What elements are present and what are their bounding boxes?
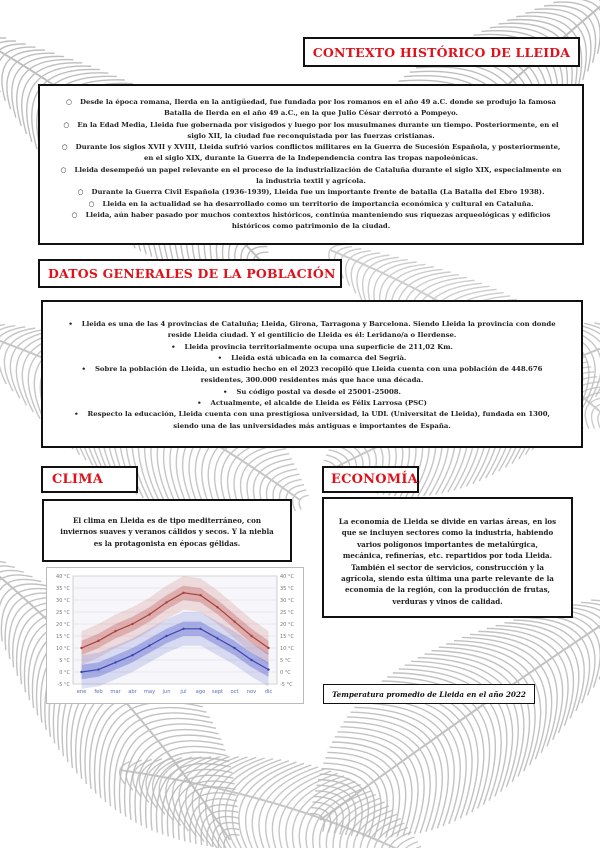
y-tick-label-right: 10 °C — [280, 646, 294, 652]
economy-heading: ECONOMÍA — [331, 472, 418, 487]
historical-context-heading: CONTEXTO HISTÓRICO DE LLEIDA — [312, 44, 571, 60]
climate-box — [42, 499, 292, 562]
y-tick-label: 10 °C — [56, 646, 70, 652]
min-temp-line-point — [165, 635, 167, 637]
list-item: • Actualmente, el alcalde de Lleida es Félix Larrosa (PSC) — [61, 398, 563, 409]
list-item: • Lleida provincia territorialmente ocupa una superficie de 211,02 Km. — [61, 342, 563, 353]
min-temp-line-point — [131, 654, 133, 656]
max-temp-line-point — [233, 620, 235, 622]
x-tick-label: may — [143, 689, 156, 695]
list-item: • Respecto la educación, Lleida cuenta con una prestigiosa universidad, la UDL (Universitat de Lleida), fundada en 1300, siendo una de las universidades más antiguas e importantes de España. — [61, 409, 563, 432]
list-item: • Su código postal va desde el 25001-25008. — [61, 387, 563, 398]
y-tick-label: 30 °C — [56, 598, 70, 604]
min-temp-line-point — [233, 647, 235, 649]
y-tick-label-right: 0 °C — [280, 670, 291, 676]
y-tick-label-right: 5 °C — [280, 658, 291, 664]
chart-caption — [323, 684, 535, 704]
list-item: ○ Desde la época romana, Ilerda en la antigüedad, fue fundada por los romanos en el año 49 a.C. donde se produjo la famosa Batalla de Ilerda en el año 49 a.C., en la que Julio César derrotó a Pompeyo. — [60, 97, 562, 120]
historical-context-box — [38, 84, 584, 245]
min-temp-line-point — [199, 628, 201, 630]
x-tick-label: oct — [230, 689, 239, 695]
population-title — [38, 259, 342, 288]
min-temp-line-point — [267, 668, 269, 670]
climate-heading: CLIMA — [52, 472, 104, 487]
max-temp-line-point — [267, 647, 269, 649]
climate-title — [41, 466, 138, 493]
list-item: • Sobre la población de Lleida, un estudio hecho en el 2023 recopiló que Lleida cuenta con una población de 448.676 residentes, 300.000 residentes más que hace una década. — [61, 364, 563, 387]
y-tick-label: 35 °C — [56, 586, 70, 592]
x-tick-label: sept — [211, 689, 224, 695]
x-tick-label: nov — [246, 689, 257, 695]
population-heading: DATOS GENERALES DE LA POBLACIÓN — [48, 266, 336, 281]
y-tick-label-right: 30 °C — [280, 598, 294, 604]
list-item: ○ Lleida en la actualidad se ha desarrollado como un territorio de importancia económica y cultural en Cataluña. — [60, 199, 562, 210]
max-temp-line-point — [165, 601, 167, 603]
min-temp-line-point — [182, 628, 184, 630]
min-temp-line-point — [97, 668, 99, 670]
y-tick-label: 40 °C — [56, 574, 70, 580]
y-tick-label: 25 °C — [56, 610, 70, 616]
min-temp-line-point — [216, 637, 218, 639]
y-tick-label: 20 °C — [56, 622, 70, 628]
x-tick-label: ago — [195, 689, 206, 695]
list-item: ○ En la Edad Media, Lleida fue gobernada por visigodos y luego por los musulmanes durante un tiempo. Posteriormente, en el siglo XII, la ciudad fue reconquistada por las fuerzas cristianas. — [60, 120, 562, 143]
max-temp-line-point — [131, 623, 133, 625]
y-tick-label: 0 °C — [59, 670, 70, 676]
max-temp-line-point — [199, 594, 201, 596]
max-temp-line-point — [216, 606, 218, 608]
y-tick-label-right: -5 °C — [280, 682, 293, 688]
max-temp-line-point — [114, 630, 116, 632]
list-item: ○ Lleida, aún haber pasado por muchos contextos históricos, continúa manteniendo sus riquezas arqueológicas y edificios históricos como patrimonio de la ciudad. — [60, 210, 562, 233]
x-tick-label: abr — [128, 689, 137, 695]
x-tick-label: ene — [76, 689, 87, 695]
max-temp-line-point — [80, 647, 82, 649]
list-item: • Lleida está ubicada en la comarca del Segrià. — [61, 353, 563, 364]
historical-list — [60, 97, 562, 233]
y-tick-label: 15 °C — [56, 634, 70, 640]
population-box — [41, 300, 583, 448]
population-list — [61, 319, 563, 432]
list-item: • Lleida es una de las 4 provincias de Cataluña; Lleida, Girona, Tarragona y Barcelona. Siendo Lleida la provincia con donde reside Lleida ciudad. Y el gentilicio de Lleida es él: Leridano/a o Ilerdense. — [61, 319, 563, 342]
x-tick-label: mar — [110, 689, 121, 695]
list-item: ○ Durante los siglos XVII y XVIII, Lleida sufrió varios conflictos militares en la Guerra de Sucesión Española, y posteriormente, en el siglo XIX, durante la Guerra de la Independencia contra las tropas napoleónicas. — [60, 142, 562, 165]
x-tick-label: dic — [264, 689, 273, 695]
min-temp-line-point — [148, 644, 150, 646]
list-item: ○ Lleida desempeñó un papel relevante en el proceso de la industrialización de Cataluña durante el siglo XIX, especialmente en la industria textil y agrícola. — [60, 165, 562, 188]
list-item: ○ Durante la Guerra Civil Española (1936-1939), Lleida fue un importante frente de batalla (La Batalla del Ebro 1938). — [60, 187, 562, 198]
x-tick-label: feb — [94, 689, 103, 695]
max-temp-line-point — [182, 592, 184, 594]
y-tick-label-right: 35 °C — [280, 586, 294, 592]
y-tick-label: -5 °C — [57, 682, 70, 688]
x-tick-label: jul — [180, 689, 187, 695]
min-temp-line-point — [80, 671, 82, 673]
y-tick-label-right: 40 °C — [280, 574, 294, 580]
economy-box — [322, 497, 573, 618]
max-temp-line-point — [250, 635, 252, 637]
palm-leaf — [310, 593, 600, 837]
x-tick-label: jun — [162, 689, 171, 695]
min-temp-line-point — [114, 661, 116, 663]
y-tick-label-right: 20 °C — [280, 622, 294, 628]
chart-caption-text: Temperatura promedio de Lleida en el año 2022 — [332, 689, 526, 699]
max-temp-line-point — [97, 640, 99, 642]
y-tick-label-right: 15 °C — [280, 634, 294, 640]
temperature-chart — [46, 567, 304, 704]
y-tick-label-right: 25 °C — [280, 610, 294, 616]
y-tick-label: 5 °C — [59, 658, 70, 664]
historical-context-title — [303, 37, 580, 67]
min-temp-line-point — [250, 659, 252, 661]
economy-text: La economía de Lleida se divide en varias áreas, en los que se incluyen sectores como la industria, habiendo varios polígonos importantes de metalúrgica, mecánica, refinerías, etc. repartidos por toda Lleida. También el sector de servicios, construcción y la agrícola, siendo esta última una parte relevante de la economía de la región, con la producción de frutas, verduras y vinos de calidad. — [338, 517, 557, 606]
economy-title — [322, 466, 419, 493]
max-temp-line-point — [148, 613, 150, 615]
climate-text: El clima en Lleida es de tipo mediterráneo, con inviernos suaves y veranos cálidos y secos. Y la niebla es la protagonista en épocas gélidas. — [60, 516, 274, 548]
